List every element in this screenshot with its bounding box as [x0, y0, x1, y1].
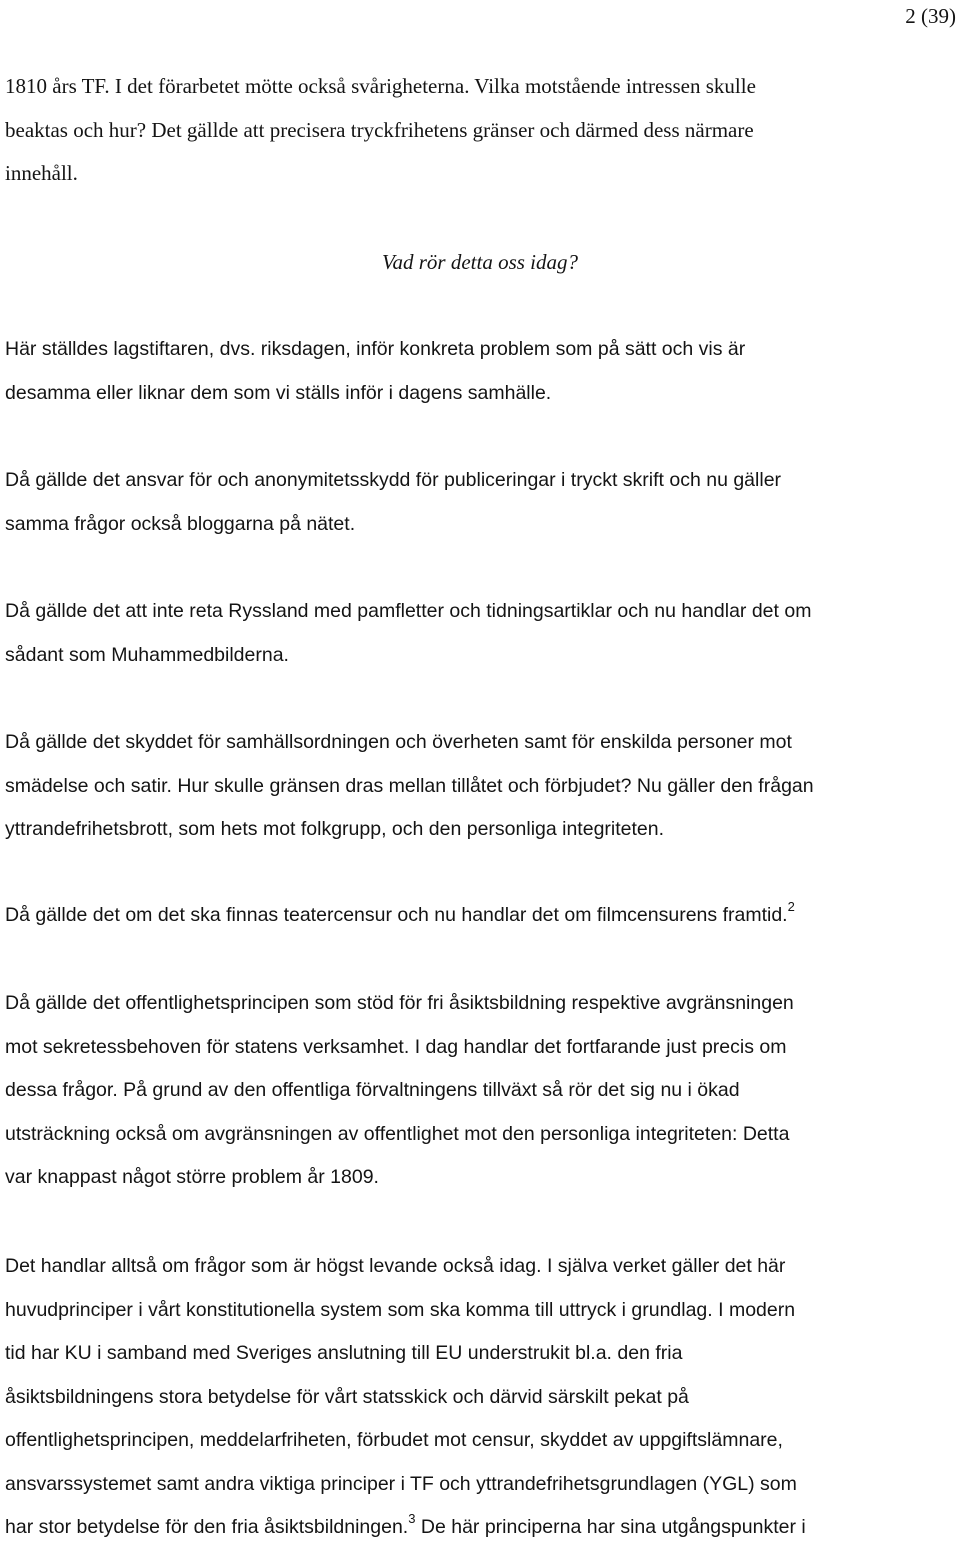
text-line: 1810 års TF. I det förarbetet mötte också svårigheterna. Vilka motstående intressen skulle [5, 74, 756, 98]
text-line: yttrandefrihetsbrott, som hets mot folkgrupp, och den personliga integriteten. [5, 818, 665, 840]
text-line: samma frågor också bloggarna på nätet. [5, 512, 356, 535]
paragraph-censorship [5, 894, 957, 938]
text-line: tid har KU i samband med Sveriges anslutning till EU understrukit bl.a. den fria [5, 1342, 683, 1364]
text-line: beaktas och hur? Det gällde att precisera tryckfrihetens gränser och därmed dess närmare [5, 117, 754, 142]
text-line [5, 894, 957, 938]
text-line: Då gällde det skyddet för samhällsordningen och överheten samt för enskilda personer mot [5, 731, 792, 753]
text-line: huvudprinciper i vårt konstitutionella system som ska komma till uttryck i grundlag. I modern [5, 1298, 796, 1321]
text-line: utsträckning också om avgränsningen av offentlighet mot den personliga integriteten: Detta [5, 1122, 790, 1145]
text-line: åsiktsbildningens stora betydelse för vårt statsskick och därvid särskilt pekat på [5, 1385, 689, 1408]
text-line: Då gällde det ansvar för och anonymitetsskydd för publiceringar i tryckt skrift och nu gäller [5, 469, 782, 491]
text-line: Då gällde det att inte reta Ryssland med pamfletter och tidningsartiklar och nu handlar det om [5, 600, 812, 622]
paragraph-living-questions [5, 1245, 957, 1550]
paragraph-text: De här principerna har sina utgångspunkter i [415, 1516, 806, 1538]
text-line: dessa frågor. På grund av den offentliga förvaltningens tillväxt så rör det sig nu i ökad [5, 1079, 740, 1101]
text-line: Här ställdes lagstiftaren, dvs. riksdagen, inför konkreta problem som på sätt och vis är [5, 338, 746, 360]
paragraph-social-order [5, 721, 957, 852]
section-heading: Vad rör detta oss idag? [381, 250, 578, 274]
text-line: mot sekretessbehoven för statens verksamhet. I dag handlar det fortfarande just precis om [5, 1035, 787, 1058]
text-line: Då gällde det offentlighetsprincipen som stöd för fri åsiktsbildning respektive avgränsningen [5, 992, 794, 1014]
paragraph-russia [5, 590, 957, 677]
paragraph-intro [5, 65, 957, 196]
paragraph-text: har stor betydelse för den fria åsiktsbildningen. [5, 1516, 409, 1538]
footnote-reference: 2 [787, 899, 795, 914]
text-line: ansvarssystemet samt andra viktiga principer i TF och yttrandefrihetsgrundlagen (YGL) som [5, 1472, 797, 1495]
text-line: var knappast något större problem år 1809. [5, 1166, 379, 1188]
paragraph-text: Då gällde det om det ska finnas teatercensur och nu handlar det om filmcensurens framtid. [5, 904, 788, 926]
text-line: offentlighetsprincipen, meddelarfriheten, förbudet mot censur, skyddet av uppgiftslämnare, [5, 1429, 783, 1451]
paragraph-anonymity [5, 459, 957, 546]
text-line: innehåll. [5, 161, 78, 185]
text-line: Det handlar alltså om frågor som är högst levande också idag. I själva verket gäller det här [5, 1255, 786, 1277]
paragraph-publicity-principle [5, 982, 957, 1200]
paragraph-legislator [5, 328, 957, 415]
footnote-reference: 3 [408, 1511, 416, 1526]
text-line: desamma eller liknar dem som vi ställs inför i dagens samhälle. [5, 381, 552, 404]
text-line: smädelse och satir. Hur skulle gränsen dras mellan tillåtet och förbjudet? Nu gäller den frågan [5, 774, 814, 797]
page-number: 2 (39) [905, 4, 956, 28]
text-line: sådant som Muhammedbilderna. [5, 643, 289, 666]
